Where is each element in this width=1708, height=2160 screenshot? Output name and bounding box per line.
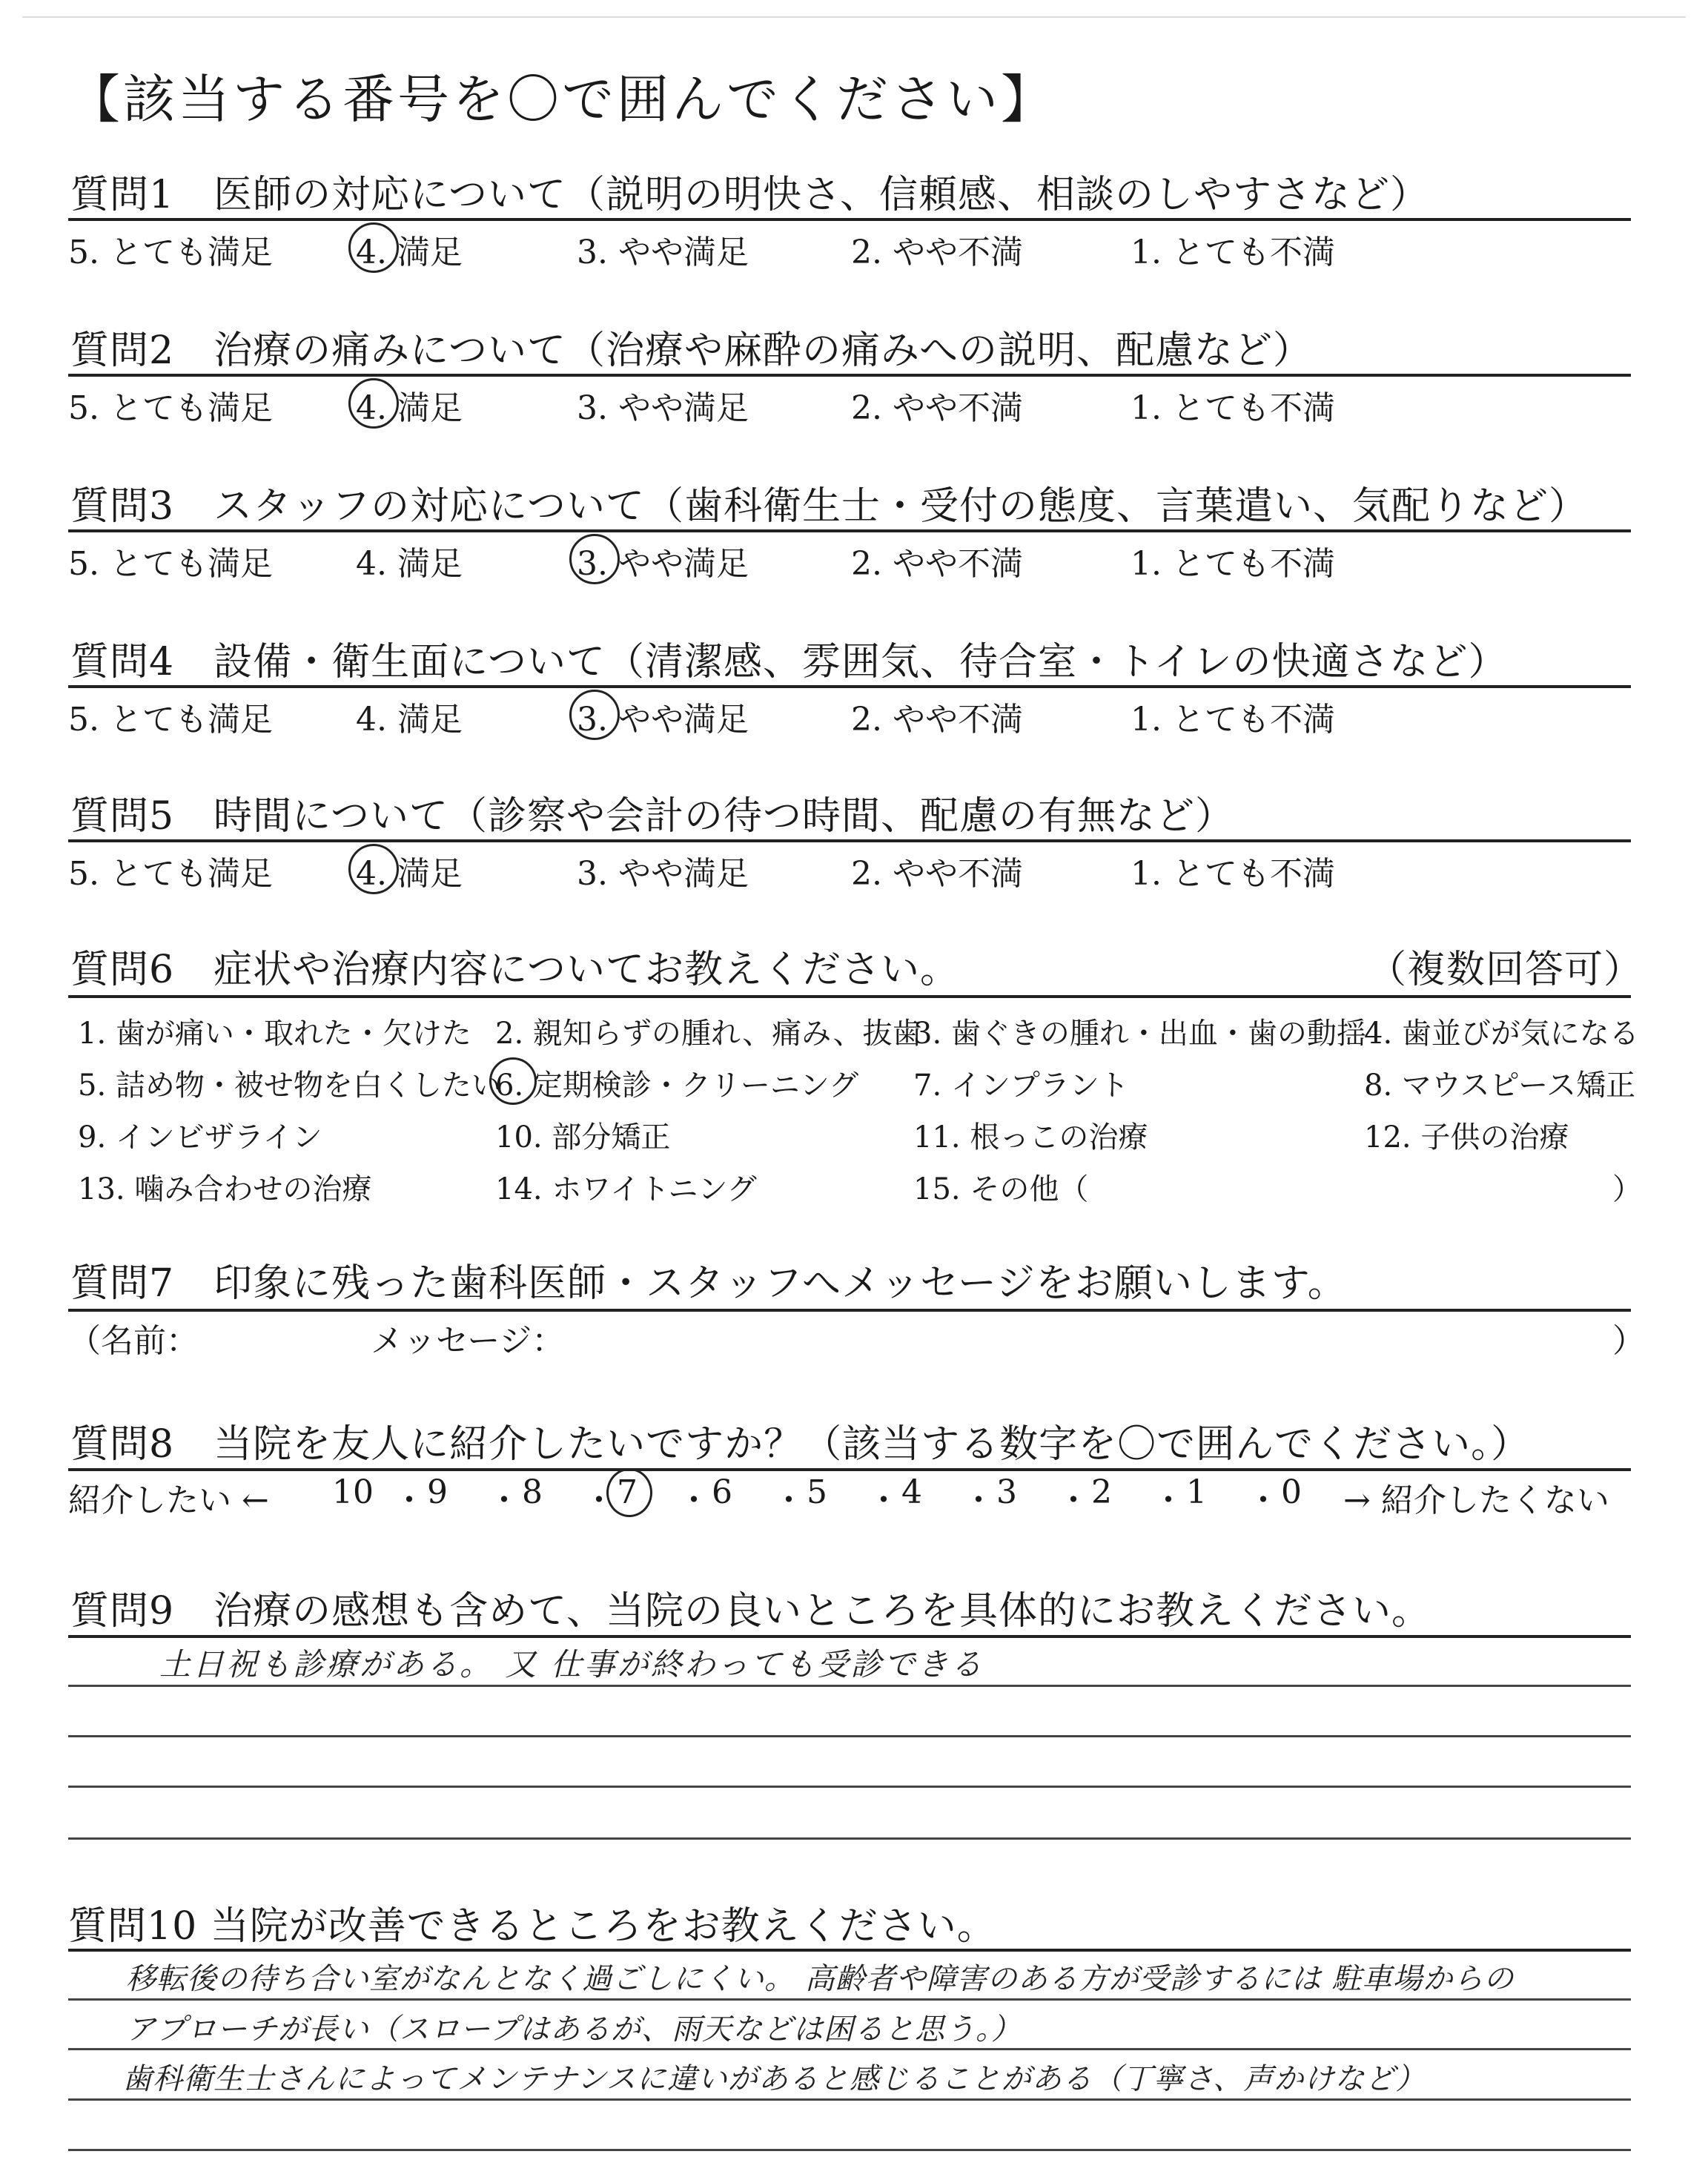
- q8-separator: ・: [583, 1482, 615, 1519]
- q8-number-10[interactable]: 10: [332, 1473, 374, 1511]
- q8-number-7[interactable]: 7: [617, 1473, 638, 1511]
- q5-title: 質問5 時間について（診察や会計の待つ時間、配慮の有無など）: [70, 794, 1235, 839]
- q6-option-2[interactable]: 2. 親知らずの腫れ、痛み、抜歯: [495, 1017, 922, 1051]
- q6-option-9[interactable]: 9. インビザライン: [78, 1120, 322, 1155]
- q8-separator: ・: [962, 1482, 995, 1519]
- q6-option-10[interactable]: 10. 部分矯正: [495, 1120, 671, 1155]
- q3-selection-circle: [569, 534, 620, 584]
- q6-title: 質問6 症状や治療内容についてお教えください。: [70, 948, 960, 992]
- q10-title: 質問10 当院が改善できるところをお教えください。: [68, 1904, 996, 1949]
- q8-right-label: → 紹介したくない: [1343, 1482, 1609, 1519]
- q4-option-2[interactable]: 2. やや不満: [851, 701, 1023, 739]
- q6-option-5[interactable]: 5. 詰め物・被せ物を白くしたい: [78, 1069, 501, 1103]
- q6-option-3[interactable]: 3. 歯ぐきの腫れ・出血・歯の動揺: [913, 1017, 1366, 1051]
- q9-line-1: [68, 1685, 1631, 1687]
- q5-option-2[interactable]: 2. やや不満: [851, 855, 1023, 893]
- q6-note: （複数回答可）: [1368, 948, 1644, 992]
- q2-option-1[interactable]: 1. とても不満: [1131, 389, 1335, 427]
- q6-selection-circle: [489, 1057, 537, 1105]
- q10-answer-2: アプローチが長い（スロープはあるが、雨天などは困ると思う。）: [126, 2012, 1022, 2047]
- q2-option-2[interactable]: 2. やや不満: [851, 389, 1023, 427]
- q6-option-12[interactable]: 12. 子供の治療: [1364, 1120, 1569, 1155]
- q7-message-label: メッセージ：: [371, 1322, 565, 1360]
- q8-number-3[interactable]: 3: [996, 1473, 1017, 1511]
- q1-rule: [68, 218, 1631, 221]
- q7-name-label: （名前：: [68, 1322, 199, 1360]
- q10-rule: [68, 1949, 1631, 1952]
- q4-option-1[interactable]: 1. とても不満: [1131, 701, 1335, 739]
- q2-title: 質問2 治療の痛みについて（治療や麻酔の痛みへの説明、配慮など）: [70, 328, 1313, 373]
- q8-separator: ・: [678, 1482, 710, 1519]
- q7-rule: [68, 1309, 1631, 1312]
- q6-option-11[interactable]: 11. 根っこの治療: [913, 1120, 1148, 1155]
- q10-line-3: [68, 2098, 1631, 2101]
- q2-option-5[interactable]: 5. とても満足: [68, 389, 273, 427]
- q1-option-4[interactable]: 4. 満足: [356, 234, 463, 271]
- q9-line-3: [68, 1786, 1631, 1788]
- q9-title: 質問9 治療の感想も含めて、当院の良いところを具体的にお教えください。: [70, 1589, 1431, 1634]
- q6-option-1[interactable]: 1. 歯が痛い・取れた・欠けた: [78, 1017, 471, 1051]
- instruction-heading: 【該当する番号を〇で囲んでください】: [68, 69, 1056, 130]
- q10-answer-1: 移転後の待ち合い室がなんとなく過ごしにくい。 高齢者や障害のある方が受診するには 駐車場からの: [126, 1962, 1515, 1996]
- q6-option-15[interactable]: 15. その他（: [913, 1172, 1089, 1206]
- q4-title: 質問4 設備・衛生面について（清潔感、雰囲気、待合室・トイレの快適さなど）: [70, 640, 1508, 684]
- q5-selection-circle: [348, 844, 399, 894]
- q1-selection-circle: [348, 222, 399, 273]
- q7-close-paren: ）: [1612, 1322, 1645, 1360]
- q6-option-6[interactable]: 6. 定期検診・クリーニング: [495, 1069, 859, 1103]
- q10-line-2: [68, 2048, 1631, 2050]
- q4-option-4[interactable]: 4. 満足: [356, 701, 463, 739]
- q5-rule: [68, 839, 1631, 842]
- q2-option-4[interactable]: 4. 満足: [356, 389, 463, 427]
- q8-number-9[interactable]: 9: [427, 1473, 448, 1511]
- q8-separator: ・: [772, 1482, 805, 1519]
- q7-title: 質問7 印象に残った歯科医師・スタッフへメッセージをお願いします。: [70, 1261, 1347, 1306]
- q8-number-5[interactable]: 5: [807, 1473, 827, 1511]
- q6-option-4[interactable]: 4. 歯並びが気になる: [1364, 1017, 1639, 1051]
- q3-title: 質問3 スタッフの対応について（歯科衛生士・受付の態度、言葉遣い、気配りなど）: [70, 484, 1589, 529]
- q8-number-0[interactable]: 0: [1281, 1473, 1302, 1511]
- q4-option-3[interactable]: 3. やや満足: [577, 701, 749, 739]
- q2-option-3[interactable]: 3. やや満足: [577, 389, 749, 427]
- q8-separator: ・: [1057, 1482, 1090, 1519]
- q1-option-3[interactable]: 3. やや満足: [577, 234, 749, 271]
- q6-option-14[interactable]: 14. ホワイトニング: [495, 1172, 757, 1206]
- q9-line-2: [68, 1735, 1631, 1737]
- q4-selection-circle: [569, 690, 620, 740]
- q3-option-5[interactable]: 5. とても満足: [68, 545, 273, 583]
- q4-option-5[interactable]: 5. とても満足: [68, 701, 273, 739]
- q8-title: 質問8 当院を友人に紹介したいですか？（該当する数字を〇で囲んでください。）: [70, 1422, 1531, 1467]
- q8-number-4[interactable]: 4: [901, 1473, 922, 1511]
- q1-option-1[interactable]: 1. とても不満: [1131, 234, 1335, 271]
- q6-rule: [68, 995, 1631, 998]
- q10-answer-3: 歯科衛生士さんによってメンテナンスに違いがあると感じることがある（丁寧さ、声かけなど）: [122, 2062, 1426, 2096]
- q8-number-8[interactable]: 8: [522, 1473, 543, 1511]
- q3-rule: [68, 529, 1631, 532]
- q3-option-1[interactable]: 1. とても不満: [1131, 545, 1335, 583]
- q8-separator: ・: [488, 1482, 520, 1519]
- q10-line-1: [68, 1998, 1631, 2001]
- q8-left-label: 紹介したい ←: [68, 1482, 269, 1519]
- q9-answer-1: 土日祝も診療がある。 又 仕事が終わっても受診できる: [159, 1646, 984, 1682]
- q9-rule: [68, 1635, 1631, 1638]
- q8-rule: [68, 1468, 1631, 1471]
- q8-separator: ・: [1152, 1482, 1185, 1519]
- q6-other-close-paren: ）: [1612, 1172, 1642, 1206]
- q3-option-2[interactable]: 2. やや不満: [851, 545, 1023, 583]
- q10-line-4: [68, 2149, 1631, 2151]
- q8-number-2[interactable]: 2: [1091, 1473, 1112, 1511]
- q6-option-13[interactable]: 13. 噛み合わせの治療: [78, 1172, 372, 1206]
- q1-option-2[interactable]: 2. やや不満: [851, 234, 1023, 271]
- q8-separator: ・: [1247, 1482, 1280, 1519]
- q8-selection-circle: [606, 1468, 652, 1517]
- q1-title: 質問1 医師の対応について（説明の明快さ、信頼感、相談のしやすさなど）: [70, 173, 1429, 217]
- q5-option-1[interactable]: 1. とても不満: [1131, 855, 1335, 893]
- q3-option-3[interactable]: 3. やや満足: [577, 545, 749, 583]
- q5-option-5[interactable]: 5. とても満足: [68, 855, 273, 893]
- q5-option-3[interactable]: 3. やや満足: [577, 855, 749, 893]
- q8-separator: ・: [393, 1482, 426, 1519]
- q2-rule: [68, 374, 1631, 377]
- q6-option-7[interactable]: 7. インプラント: [913, 1069, 1129, 1103]
- q5-option-4[interactable]: 4. 満足: [356, 855, 463, 893]
- q8-number-6[interactable]: 6: [712, 1473, 732, 1511]
- q8-separator: ・: [867, 1482, 900, 1519]
- top-border: [22, 16, 1686, 18]
- q6-option-8[interactable]: 8. マウスピース矯正: [1364, 1069, 1636, 1103]
- q3-option-4[interactable]: 4. 満足: [356, 545, 463, 583]
- q9-line-4: [68, 1837, 1631, 1840]
- q2-selection-circle: [348, 378, 399, 429]
- q8-number-1[interactable]: 1: [1186, 1473, 1207, 1511]
- q1-option-5[interactable]: 5. とても満足: [68, 234, 273, 271]
- q4-rule: [68, 685, 1631, 688]
